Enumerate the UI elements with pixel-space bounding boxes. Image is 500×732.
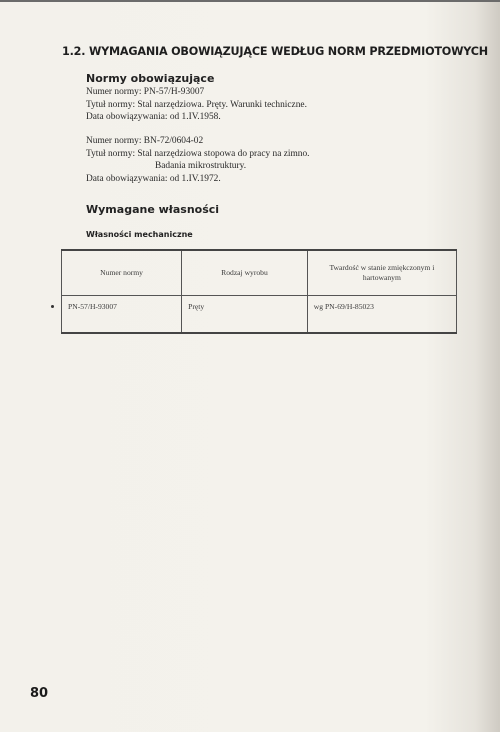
norm-1-number: Numer normy: PN-57/H-93007 bbox=[86, 87, 205, 97]
norm-1-title: Tytuł normy: Stal narzędziowa. Pręty. Warunki techniczne. bbox=[86, 99, 307, 110]
norm-2-title: Tytuł normy: Stal narzędziowa stopowa do pracy na zimno. bbox=[86, 148, 310, 159]
properties-heading: Wymagane własności bbox=[86, 203, 220, 216]
header-hardness: Twardość w stanie zmiękczonym i hartowanym bbox=[307, 250, 456, 296]
norm-2-number: Numer normy: BN-72/0604-02 bbox=[86, 136, 204, 146]
page-number: 80 bbox=[30, 686, 49, 701]
properties-table bbox=[61, 249, 457, 334]
norm-2-date: Data obowiązywania: od 1.IV.1972. bbox=[86, 173, 221, 184]
norm-1-date: Data obowiązywania: od 1.IV.1958. bbox=[86, 112, 221, 122]
cell-norm-number: PN-57/H-93007 bbox=[62, 296, 182, 334]
norm-2-title-continued: Badania mikrostruktury. bbox=[155, 161, 247, 171]
cell-product-type: Pręty bbox=[182, 296, 308, 334]
section-heading: 1.2. WYMAGANIA OBOWIĄZUJĄCE WEDŁUG NORM PRZEDMIOTOWYCH bbox=[62, 45, 488, 58]
table-header-row bbox=[62, 250, 457, 296]
table-row bbox=[62, 296, 457, 334]
norm-entry-1 bbox=[86, 86, 307, 124]
cell-hardness: wg PN-69/H-85023 bbox=[307, 296, 456, 334]
header-product-type: Rodzaj wyrobu bbox=[182, 250, 308, 296]
margin-dot bbox=[51, 305, 54, 308]
top-edge-line bbox=[0, 0, 500, 2]
norm-entry-2 bbox=[86, 135, 310, 185]
mechanical-properties-subheading: Własności mechaniczne bbox=[86, 230, 193, 239]
header-norm-number: Numer normy bbox=[62, 250, 182, 296]
norms-heading: Normy obowiązujące bbox=[86, 72, 215, 85]
